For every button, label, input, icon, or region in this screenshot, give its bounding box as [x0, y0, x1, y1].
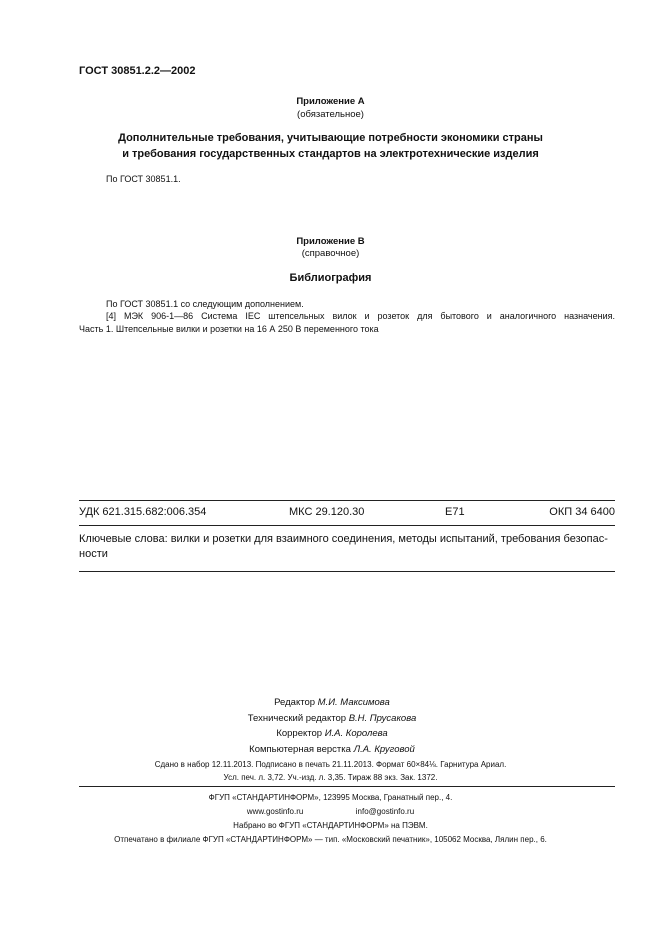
print-info-line1: Сдано в набор 12.11.2013. Подписано в печать 21.11.2013. Формат 60×84⅛. Гарнитура Ариал.	[154, 760, 507, 769]
appendix-b-title: Библиография	[289, 272, 372, 284]
publisher-email: info@gostinfo.ru	[355, 807, 415, 816]
mks-code: МКС 29.120.30	[289, 506, 365, 518]
credit-proof-name: И.А. Королева	[324, 728, 388, 739]
divider-print	[79, 786, 615, 787]
appendix-a-title-line1: Дополнительные требования, учитывающие потребности экономики страны	[118, 132, 543, 144]
appendix-a-body: По ГОСТ 30851.1.	[106, 174, 181, 184]
group-code: Е71	[445, 506, 465, 518]
publisher-line1: ФГУП «СТАНДАРТИНФОРМ», 123995 Москва, Гранатный пер., 4.	[208, 793, 453, 802]
bibliography-ref-line2: Часть 1. Штепсельные вилки и розетки на 16 А 250 В переменного тока	[79, 324, 379, 334]
appendix-b-intro: По ГОСТ 30851.1 со следующим дополнением.	[106, 299, 304, 309]
publisher-web: www.gostinfo.ru	[246, 807, 304, 816]
print-info-line2: Усл. печ. л. 3,72. Уч.-изд. л. 3,35. Тираж 88 экз. Зак. 1372.	[223, 773, 438, 782]
credit-editor-role: Редактор	[274, 697, 316, 708]
credit-proofreader	[212, 726, 452, 742]
publisher-contacts	[0, 805, 661, 819]
appendix-b-label: Приложение В	[296, 236, 365, 247]
credit-tech-role: Технический редактор	[247, 712, 347, 724]
credit-tech-editor	[212, 711, 452, 727]
divider-bottom	[79, 571, 615, 572]
credit-editor	[212, 695, 452, 711]
credit-layout-name: Л.А. Круговой	[353, 743, 415, 755]
publisher-line4: Отпечатано в филиале ФГУП «СТАНДАРТИНФОРМ» — тип. «Московский печатник», 105062 Москва, Лялин пер., 6.	[114, 835, 547, 844]
credit-editor-name: М.И. Максимова	[317, 697, 390, 708]
udk-code: УДК 621.315.682:006.354	[79, 506, 207, 518]
classification-row	[79, 506, 615, 520]
publisher-line3: Набрано во ФГУП «СТАНДАРТИНФОРМ» на ПЭВМ.	[233, 821, 428, 830]
credit-layout	[212, 742, 452, 758]
keywords-line1: Ключевые слова: вилки и розетки для взаимного соединения, методы испытаний, требования безопас-	[79, 533, 608, 545]
appendix-a-title-line2: и требования государственных стандартов на электротехнические изделия	[122, 148, 539, 160]
appendix-b-status: (справочное)	[301, 248, 360, 259]
appendix-a-status: (обязательное)	[297, 109, 364, 120]
credit-proof-role: Корректор	[276, 728, 323, 739]
keywords	[79, 532, 615, 562]
credit-tech-name: В.Н. Прусакова	[348, 712, 417, 724]
credit-layout-role: Компьютерная верстка	[249, 743, 351, 755]
credits-block	[212, 695, 452, 757]
document-code: ГОСТ 30851.2.2—2002	[79, 65, 196, 77]
divider-middle	[79, 525, 615, 526]
divider-top	[79, 500, 615, 501]
keywords-line2: ности	[79, 548, 108, 560]
appendix-a-label: Приложение А	[296, 96, 365, 107]
bibliography-ref-line1: [4] МЭК 906-1—86 Система IEC штепсельных вилок и розеток для бытового и аналогичного назначения.	[106, 311, 615, 321]
okp-code: ОКП 34 6400	[549, 506, 615, 518]
